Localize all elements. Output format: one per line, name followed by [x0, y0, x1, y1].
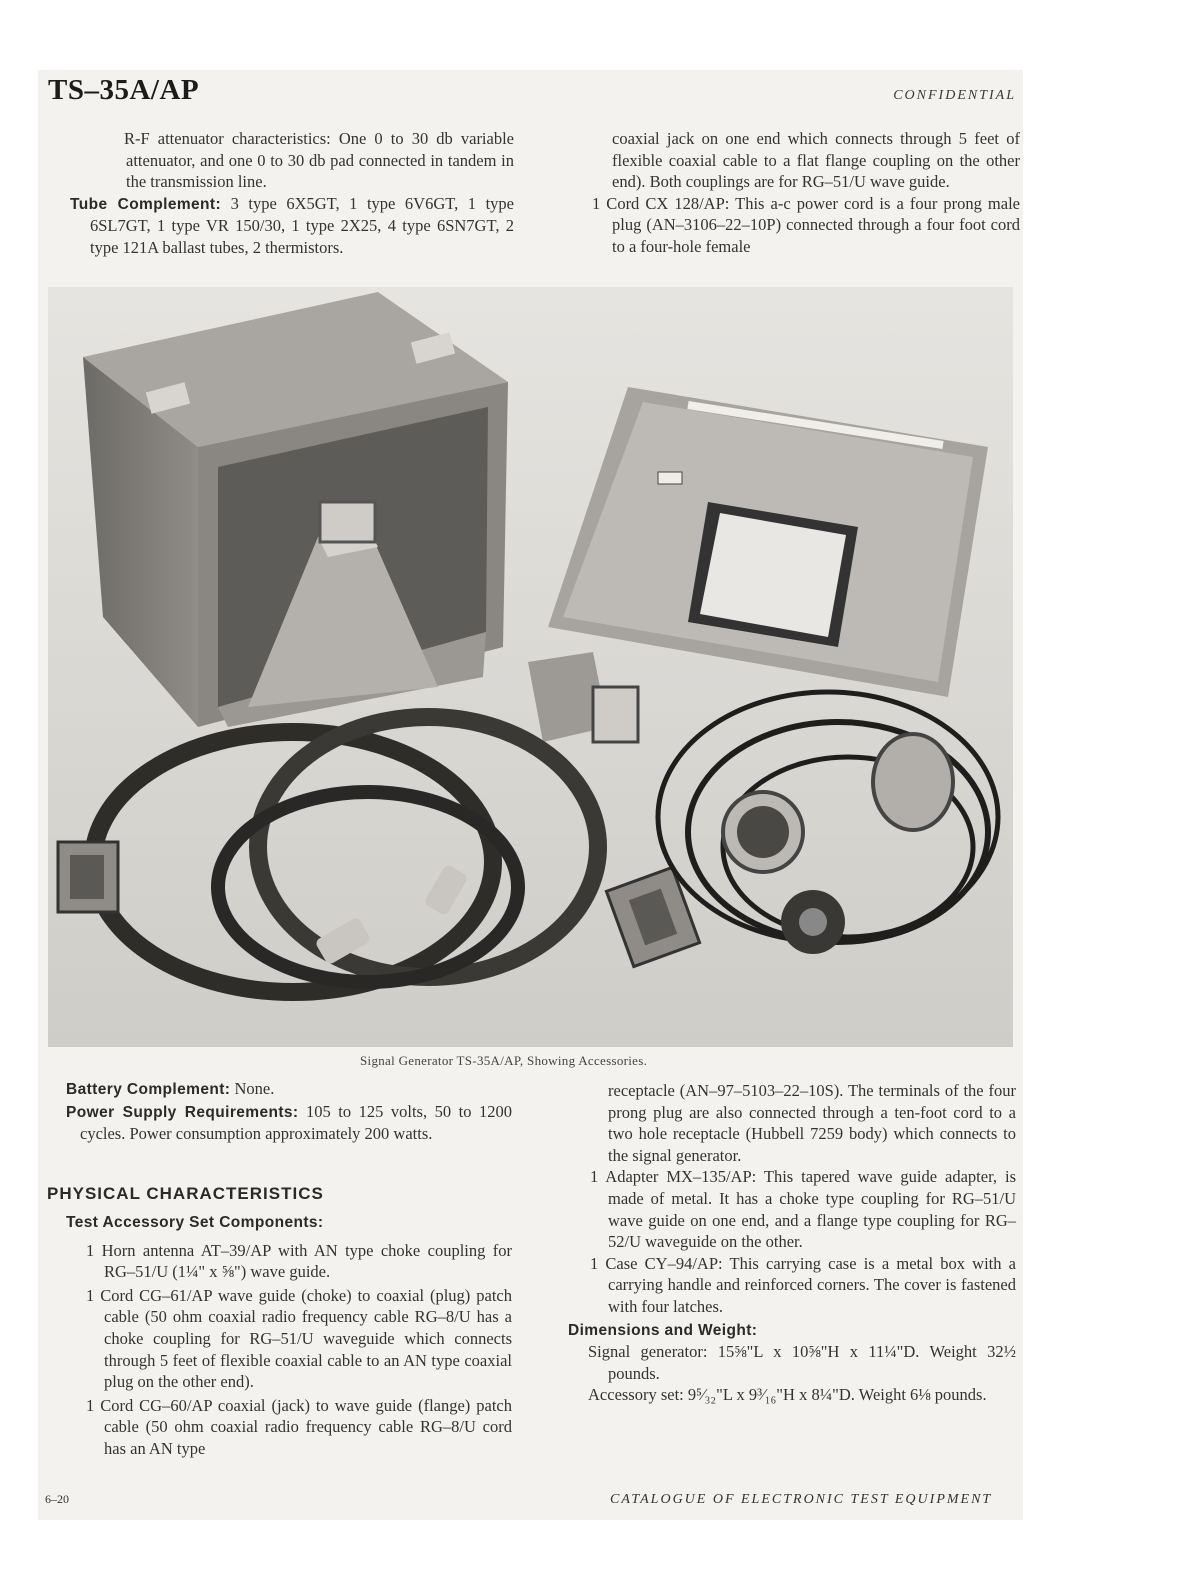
- top-right-column: [586, 128, 1020, 258]
- battery-complement-label: Battery Complement:: [66, 1081, 231, 1098]
- accessory-set-heading: Test Accessory Set Components:: [66, 1214, 324, 1231]
- power-supply-label: Power Supply Requirements:: [66, 1103, 299, 1121]
- coaxial-jack-continuation: coaxial jack on one end which connects through 5 feet of flexible coaxial cable to a flat flange coupling on the other end). Both couplings are for RG–51/U wave guide.: [612, 129, 1020, 192]
- bottom-left-column: [66, 1078, 512, 1145]
- case-cy94-paragraph: 1 Case CY–94/AP: This carrying case is a metal box with a carrying handle and reinforced corners. The cover is fastened with four latches.: [590, 1253, 1016, 1316]
- battery-complement-value: None.: [234, 1079, 275, 1098]
- page-title: TS–35A/AP: [48, 74, 200, 106]
- receptacle-continuation: receptacle (AN–97–5103–22–10S). The terminals of the four prong plug are also connected through a ten-foot cord to a two hole receptacle (Hubbell 7259 body) which connects to the signal generator.: [608, 1081, 1016, 1165]
- figure-caption: Signal Generator TS-35A/AP, Showing Accessories.: [360, 1053, 648, 1068]
- page-number: 6–20: [45, 1492, 69, 1506]
- accessory-item-cord-cg60: 1 Cord CG–60/AP coaxial (jack) to wave guide (flange) patch cable (50 ohm coaxial radio frequency cable RG–8/U cord has an AN type: [86, 1395, 512, 1458]
- accessory-item-cord-cg61: 1 Cord CG–61/AP wave guide (choke) to coaxial (plug) patch cable (50 ohm coaxial radio frequency cable RG–8/U has a choke coupling for RG–51/U waveguide which connects through 5 feet of flexible coaxial cable to an AN type coaxial plug on the other end).: [86, 1285, 512, 1392]
- cord-cx-128-paragraph: 1 Cord CX 128/AP: This a-c power cord is a four prong male plug (AN–3106–22–10P) connected through a four foot cord to a four-hole female: [592, 193, 1020, 256]
- classification-label: CONFIDENTIAL: [893, 88, 1016, 103]
- tube-complement-paragraph: [68, 193, 514, 259]
- physical-characteristics-heading: PHYSICAL CHARACTERISTICS: [47, 1184, 324, 1203]
- signal-generator-dimensions: Signal generator: 15⅝"L x 10⅝"H x 11¼"D. Weight 32½ pounds.: [588, 1342, 1016, 1383]
- dimensions-weight-heading: Dimensions and Weight:: [568, 1321, 758, 1339]
- bottom-right-column: [568, 1080, 1016, 1406]
- power-supply-value: 105 to 125 volts, 50 to 1200 cycles. Power consumption approximately 200 watts.: [80, 1101, 512, 1144]
- rf-attenuator-value: R-F attenuator characteristics: One 0 to 30 db variable attenuator, and one 0 to 30 db pad connected in tandem in the transmission line.: [124, 129, 514, 192]
- adapter-mx135-paragraph: 1 Adapter MX–135/AP: This tapered wave guide adapter, is made of metal. It has a choke type coupling for RG–51/U wave guide on one end, and a flange type coupling for RG–52/U waveguide on the other.: [590, 1167, 1016, 1252]
- battery-complement-paragraph: [66, 1078, 512, 1101]
- signal-generator-photo-illustration: [48, 287, 1013, 1047]
- power-supply-paragraph: [66, 1101, 512, 1145]
- accessory-set-dimensions: Accessory set: 9⁵⁄₃₂"L x 9³⁄₁₆"H x 8¼"D. Weight 6⅛ pounds.: [588, 1385, 987, 1405]
- rf-attenuator-text: [68, 128, 514, 193]
- top-left-column: [68, 128, 514, 259]
- equipment-photograph: [48, 287, 1013, 1047]
- tube-complement-value: 3 type 6X5GT, 1 type 6V6GT, 1 type 6SL7GT, 1 type VR 150/30, 1 type 2X25, 4 type 6SN7GT, 2 type 121A ballast tubes, 2 thermistors.: [90, 193, 514, 257]
- accessory-item-horn-antenna: 1 Horn antenna AT–39/AP with AN type choke coupling for RG–51/U (1¼" x ⅝") wave guide.: [86, 1240, 512, 1282]
- tube-complement-label: Tube Complement:: [70, 195, 222, 213]
- catalogue-footer: CATALOGUE OF ELECTRONIC TEST EQUIPMENT: [610, 1492, 993, 1507]
- accessory-set-section: [66, 1212, 512, 1460]
